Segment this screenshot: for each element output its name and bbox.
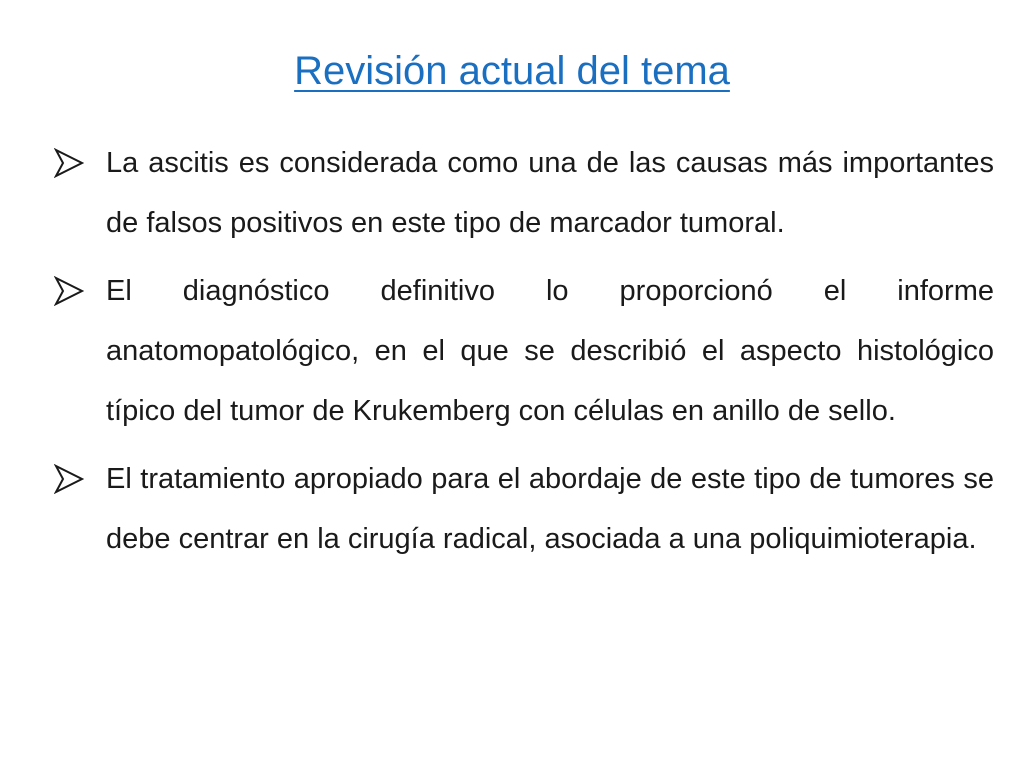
bullet-item xyxy=(52,261,994,441)
arrowhead-bullet-icon xyxy=(54,148,84,178)
bullet-text: El diagnóstico definitivo lo proporcionó el informe anatomopatológico, en el que se describió el aspecto histológico típico del tumor de Krukemberg con células en anillo de sello. xyxy=(106,275,994,427)
bullet-text: El tratamiento apropiado para el abordaje de este tipo de tumores se debe centrar en la cirugía radical, asociada a una poliquimioterapia. xyxy=(106,463,994,555)
bullet-item xyxy=(52,449,994,569)
bullet-list xyxy=(52,133,994,577)
arrowhead-bullet-icon xyxy=(54,464,84,494)
slide-title: Revisión actual del tema xyxy=(294,49,730,93)
bullet-item xyxy=(52,133,994,253)
arrowhead-bullet-icon xyxy=(54,276,84,306)
bullet-text: La ascitis es considerada como una de las causas más importantes de falsos positivos en este tipo de marcador tumoral. xyxy=(106,147,994,239)
